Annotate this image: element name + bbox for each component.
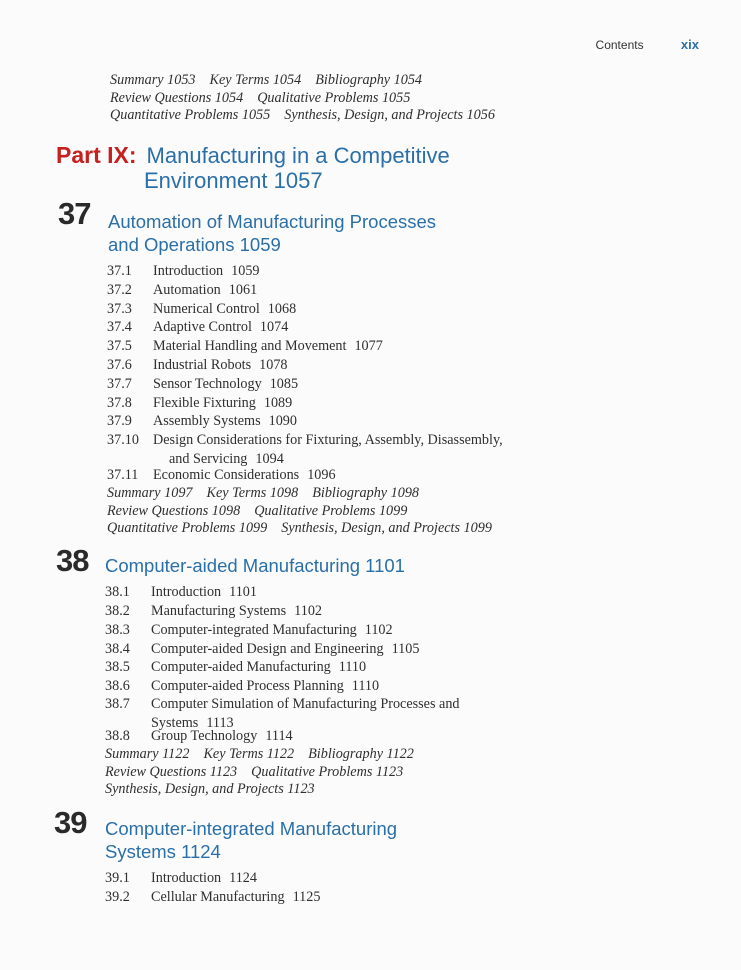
endmatter-item: Qualitative Problems 1055 — [257, 89, 411, 106]
chapter-title — [105, 554, 405, 577]
endmatter-item: Synthesis, Design, and Projects 1056 — [284, 107, 495, 123]
section-title-continued: and Servicing — [169, 450, 248, 467]
endmatter-item: Review Questions 1123 — [105, 763, 238, 780]
endmatter-item: Review Questions 1098 — [107, 502, 241, 519]
running-head — [596, 37, 699, 52]
section-title: Introduction — [153, 263, 224, 279]
section-page: 1102 — [294, 603, 323, 619]
part-title-line2: Environment 1057 — [144, 168, 323, 193]
endmatter-line — [110, 72, 509, 90]
section-title: Material Handling and Movement — [153, 338, 347, 354]
section-page: 1068 — [267, 301, 297, 317]
section-number: 38.1 — [105, 584, 130, 600]
chapter-36-endmatter — [110, 72, 509, 125]
section-title: Introduction — [151, 584, 222, 600]
chapter-37-endmatter — [107, 485, 506, 538]
endmatter-line — [110, 90, 509, 108]
section-page: 1113 — [206, 714, 234, 731]
section-title: Computer-aided Process Planning — [151, 678, 344, 694]
chapter-title-line2: Systems 1124 — [105, 841, 221, 862]
section-page: 1090 — [268, 413, 297, 429]
endmatter-line — [105, 764, 428, 782]
section-title: Assembly Systems — [153, 413, 261, 429]
section-page: 1105 — [391, 641, 420, 657]
section-title: Design Considerations for Fixturing, Assembly, Disassembly, — [153, 432, 503, 448]
section-number: 37.2 — [107, 282, 132, 298]
section-number: 38.5 — [105, 659, 130, 675]
section-page: 1059 — [231, 263, 260, 279]
section-number: 38.7 — [105, 696, 130, 712]
section-title: Computer-integrated Manufacturing — [151, 622, 357, 638]
section-page: 1102 — [364, 622, 393, 638]
endmatter-item: Synthesis, Design, and Projects 1123 — [105, 781, 315, 797]
section-title: Introduction — [151, 870, 222, 886]
section-title: Industrial Robots — [153, 357, 252, 373]
endmatter-line — [105, 746, 428, 764]
endmatter-item: Review Questions 1054 — [110, 89, 244, 106]
section-title-continued: Systems — [151, 714, 199, 731]
section-number: 37.9 — [107, 413, 132, 429]
section-page: 1074 — [259, 319, 289, 335]
section-number: 38.4 — [105, 641, 130, 657]
section-title: Automation — [153, 282, 221, 298]
section-number: 38.2 — [105, 603, 130, 619]
section-page: 1125 — [292, 889, 321, 905]
running-head-label: Contents — [595, 38, 644, 52]
part-heading — [56, 143, 450, 193]
section-number: 37.3 — [107, 301, 132, 317]
section-title: Computer Simulation of Manufacturing Processes and — [151, 696, 460, 712]
endmatter-item: Summary 1053 — [110, 72, 196, 88]
endmatter-item: Key Terms 1098 — [206, 485, 299, 501]
section-page: 1110 — [338, 659, 367, 675]
section-title: Manufacturing Systems — [151, 603, 287, 619]
endmatter-item: Bibliography 1098 — [312, 485, 420, 501]
endmatter-item: Qualitative Problems 1123 — [251, 763, 404, 780]
endmatter-line — [107, 485, 506, 503]
section-page: 1114 — [265, 728, 293, 744]
chapter-number: 39 — [54, 805, 87, 840]
section-page: 1110 — [351, 678, 380, 694]
section-title: Cellular Manufacturing — [151, 889, 285, 905]
endmatter-line — [107, 503, 506, 521]
endmatter-item: Quantitative Problems 1099 — [107, 520, 268, 536]
section-page: 1096 — [307, 467, 336, 483]
section-number: 39.2 — [105, 889, 130, 905]
endmatter-item: Summary 1122 — [105, 746, 190, 762]
section-title: Economic Considerations — [153, 467, 300, 483]
section-title: Numerical Control — [153, 301, 260, 317]
section-title: Flexible Fixturing — [153, 395, 256, 411]
endmatter-item: Summary 1097 — [107, 485, 193, 501]
endmatter-line — [110, 107, 509, 125]
section-number: 39.1 — [105, 870, 130, 886]
section-title: Computer-aided Design and Engineering — [151, 641, 384, 657]
section-number: 37.6 — [107, 357, 132, 373]
chapter-title-line1: Computer-aided Manufacturing 1101 — [105, 555, 405, 576]
chapter-number: 38 — [56, 543, 89, 578]
section-number: 37.7 — [107, 376, 132, 392]
section-page: 1094 — [255, 450, 284, 467]
endmatter-item: Qualitative Problems 1099 — [254, 502, 408, 519]
section-title: Computer-aided Manufacturing — [151, 659, 331, 675]
section-number: 37.8 — [107, 395, 132, 411]
endmatter-item: Key Terms 1122 — [203, 746, 295, 762]
chapter-title-line1: Computer-integrated Manufacturing — [105, 818, 398, 839]
chapter-title — [105, 817, 397, 863]
section-page: 1085 — [269, 376, 299, 392]
page-number: xix — [680, 37, 699, 52]
chapter-38-endmatter — [105, 746, 428, 799]
section-number: 38.6 — [105, 678, 130, 694]
section-page: 1078 — [259, 357, 288, 373]
section-page: 1077 — [354, 338, 383, 354]
part-title-line1: Manufacturing in a Competitive — [146, 143, 450, 168]
endmatter-item: Quantitative Problems 1055 — [110, 107, 271, 123]
chapter-title-line1: Automation of Manufacturing Processes — [108, 211, 437, 232]
section-number: 37.11 — [107, 467, 139, 483]
section-page: 1124 — [229, 870, 257, 886]
section-title: Sensor Technology — [153, 376, 262, 392]
endmatter-line — [107, 520, 506, 538]
section-number: 37.5 — [107, 338, 132, 354]
endmatter-line — [105, 781, 428, 799]
section-number: 37.4 — [107, 319, 132, 335]
part-label: Part IX: — [56, 142, 137, 168]
endmatter-item: Bibliography 1054 — [315, 72, 423, 88]
section-number: 37.10 — [107, 432, 139, 448]
endmatter-item: Key Terms 1054 — [209, 72, 302, 88]
section-page: 1061 — [228, 282, 258, 298]
chapter-number: 37 — [58, 196, 91, 231]
section-title: Adaptive Control — [153, 319, 252, 335]
chapter-title-line2: and Operations 1059 — [108, 234, 281, 255]
endmatter-item: Synthesis, Design, and Projects 1099 — [281, 520, 492, 536]
section-number: 38.3 — [105, 622, 130, 638]
section-page: 1089 — [263, 395, 293, 411]
section-number: 38.8 — [105, 728, 130, 744]
chapter-title — [108, 210, 436, 256]
endmatter-item: Bibliography 1122 — [308, 746, 414, 762]
section-page: 1101 — [229, 584, 257, 600]
section-number: 37.1 — [107, 263, 132, 279]
section-title: Group Technology — [151, 728, 258, 744]
